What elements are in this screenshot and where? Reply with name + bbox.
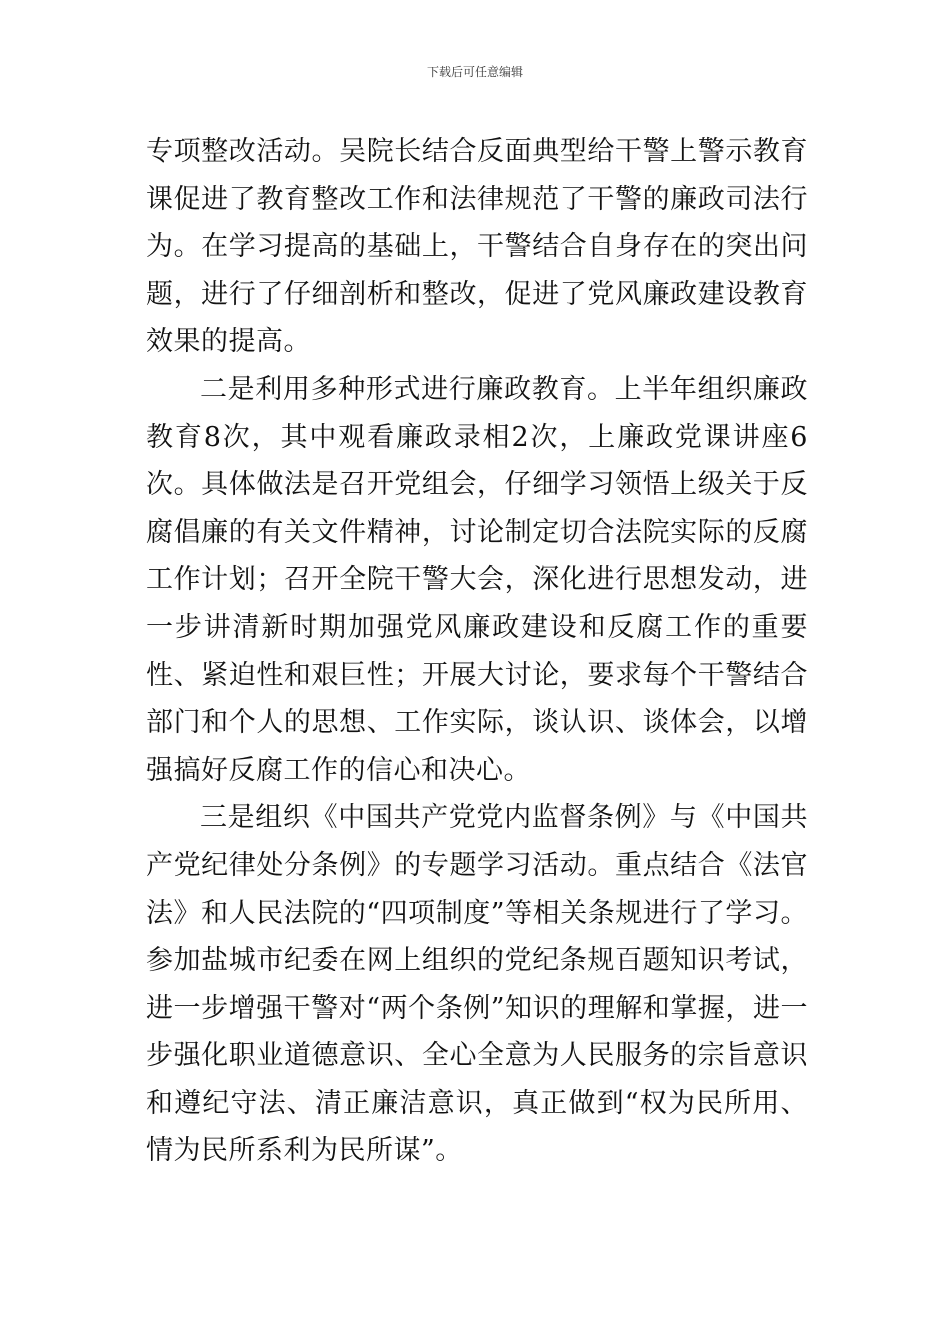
paragraph-point-three: 三是组织《中国共产党党内监督条例》与《中国共产党纪律处分条例》的专题学习活动。重点结合《法官法》和人民法院的“四项制度”等相关条规进行了学习。参加盐城市纪委在网上组织的党纪条规百题知识考试，进一步增强干警对“两个条例”知识的理解和掌握，进一步强化职业道德意识、全心全意为人民服务的宗旨意识和遵纪守法、清正廉洁意识，真正做到“权为民所用、情为民所系利为民所谋”。 [146, 802, 808, 1167]
paragraph-point-two: 二是利用多种形式进行廉政教育。上半年组织廉政教育8次，其中观看廉政录相2次，上廉政党课讲座6次。具体做法是召开党组会，仔细学习领悟上级关于反腐倡廉的有关文件精神，讨论制定切合法院实际的反腐工作计划；召开全院干警大会，深化进行思想发动，进一步讲清新时期加强党风廉政建设和反腐工作的重要性、紧迫性和艰巨性；开展大讨论，要求每个干警结合部门和个人的思想、工作实际，谈认识、谈体会，以增强搞好反腐工作的信心和决心。 [146, 373, 808, 786]
document-body [146, 128, 808, 1175]
paragraph-continuation: 专项整改活动。吴院长结合反面典型给干警上警示教育课促进了教育整改工作和法律规范了干警的廉政司法行为。在学习提高的基础上，干警结合自身存在的突出问题，进行了仔细剖析和整改，促进了党风廉政建设教育效果的提高。 [146, 136, 808, 358]
page-header: 下载后可任意编辑 [426, 65, 523, 79]
